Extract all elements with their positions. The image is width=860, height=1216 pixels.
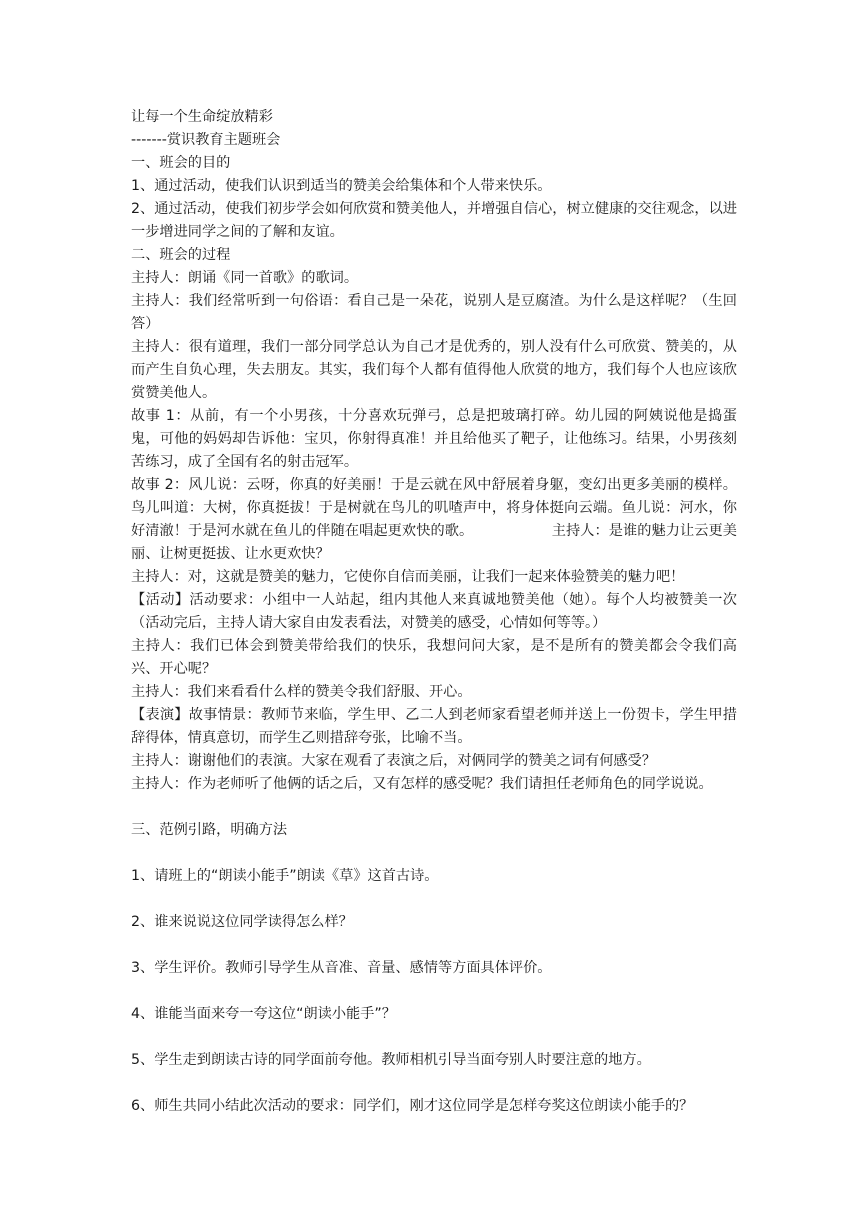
section-2-paragraph: 故事 1：从前，有一个小男孩，十分喜欢玩弹弓，总是把玻璃打碎。幼儿园的阿姨说他是捣蛋鬼，可他的妈妈却告诉他：宝贝，你射得真准！并且给他买了靶子，让他练习。结果，小男孩刻苦练习，成了全国有名的射击冠军。 (131, 408, 737, 470)
section-2-paragraph: 主持人：我们已体会到赞美带给我们的快乐，我想问问大家，是不是所有的赞美都会令我们高兴、开心呢？ (131, 638, 737, 677)
section-3-item: 5、学生走到朗读古诗的同学面前夸他。教师相机引导当面夸别人时要注意的地方。 (131, 1052, 651, 1068)
section-3-item: 1、请班上的“朗读小能手”朗读《草》这首古诗。 (131, 868, 439, 884)
section-2-paragraph: 主持人：很有道理，我们一部分同学总认为自己才是优秀的，别人没有什么可欣赏、赞美的，从而产生自负心理，失去朋友。其实，我们每个人都有值得他人欣赏的地方，我们每个人也应该欣赏赞美他人。 (131, 339, 737, 401)
section-3-item: 2、谁来说说这位同学读得怎么样？ (131, 914, 353, 930)
doc-subtitle: -------赏识教育主题班会 (131, 132, 281, 148)
section-3-item: 4、谁能当面来夸一夸这位“朗读小能手”？ (131, 1006, 396, 1022)
section-2-paragraph: 主持人：我们经常听到一句俗语：看自己是一朵花，说别人是豆腐渣。为什么是这样呢？（生回答） (131, 293, 737, 332)
blank-line (131, 842, 737, 865)
section-2-paragraph: 故事 2：风儿说：云呀，你真的好美丽！于是云就在风中舒展着身躯，变幻出更多美丽的模样。鸟儿叫道：大树，你真挺拔！于是树就在鸟儿的叽喳声中，将身体挺向云端。鱼儿说：河水，你好清澈！于是河水就在鱼儿的伴随在唱起更欢快的歌。 主持人：是谁的魅力让云更美丽、让树更挺拔、让水更欢快？ (131, 477, 737, 562)
section-2-paragraph: 【活动】活动要求：小组中一人站起，组内其他人来真诚地赞美他（她）。每个人均被赞美一次（活动完后，主持人请大家自由发表看法，对赞美的感受，心情如何等等。） (131, 592, 737, 631)
section-2-paragraph: 主持人：作为老师听了他俩的话之后，又有怎样的感受呢？我们请担任老师角色的同学说说。 (131, 776, 713, 792)
blank-line (131, 796, 737, 819)
section-2-paragraph: 主持人：我们来看看什么样的赞美令我们舒服、开心。 (131, 684, 472, 700)
section-3-item: 3、学生评价。教师引导学生从音准、音量、感情等方面具体评价。 (131, 960, 552, 976)
blank-line (131, 1026, 737, 1049)
section-2-paragraph: 【表演】故事情景：教师节来临，学生甲、乙二人到老师家看望老师并送上一份贺卡，学生甲措辞得体，情真意切，而学生乙则措辞夸张，比喻不当。 (131, 707, 737, 746)
blank-line (131, 934, 737, 957)
section-2-heading: 二、班会的过程 (131, 247, 231, 263)
blank-line (131, 1072, 737, 1095)
section-2-paragraph: 主持人：谢谢他们的表演。大家在观看了表演之后，对俩同学的赞美之词有何感受？ (131, 753, 656, 769)
section-2-paragraph: 主持人：对，这就是赞美的魅力，它使你自信而美丽，让我们一起来体验赞美的魅力吧！ (131, 569, 685, 585)
section-1-item: 1、通过活动，使我们认识到适当的赞美会给集体和个人带来快乐。 (131, 178, 552, 194)
blank-line (131, 888, 737, 911)
section-3-heading: 三、范例引路，明确方法 (131, 822, 288, 838)
section-2-paragraph: 主持人：朗诵《同一首歌》的歌词。 (131, 270, 359, 286)
document-page (131, 106, 737, 1118)
section-3-item: 6、师生共同小结此次活动的要求：同学们，刚才这位同学是怎样夸奖这位朗读小能手的？ (131, 1098, 694, 1114)
section-1-heading: 一、班会的目的 (131, 155, 231, 171)
doc-title: 让每一个生命绽放精彩 (131, 109, 273, 125)
blank-line (131, 980, 737, 1003)
section-1-item: 2、通过活动，使我们初步学会如何欣赏和赞美他人，并增强自信心，树立健康的交往观念，以进一步增进同学之间的了解和友谊。 (131, 201, 737, 240)
